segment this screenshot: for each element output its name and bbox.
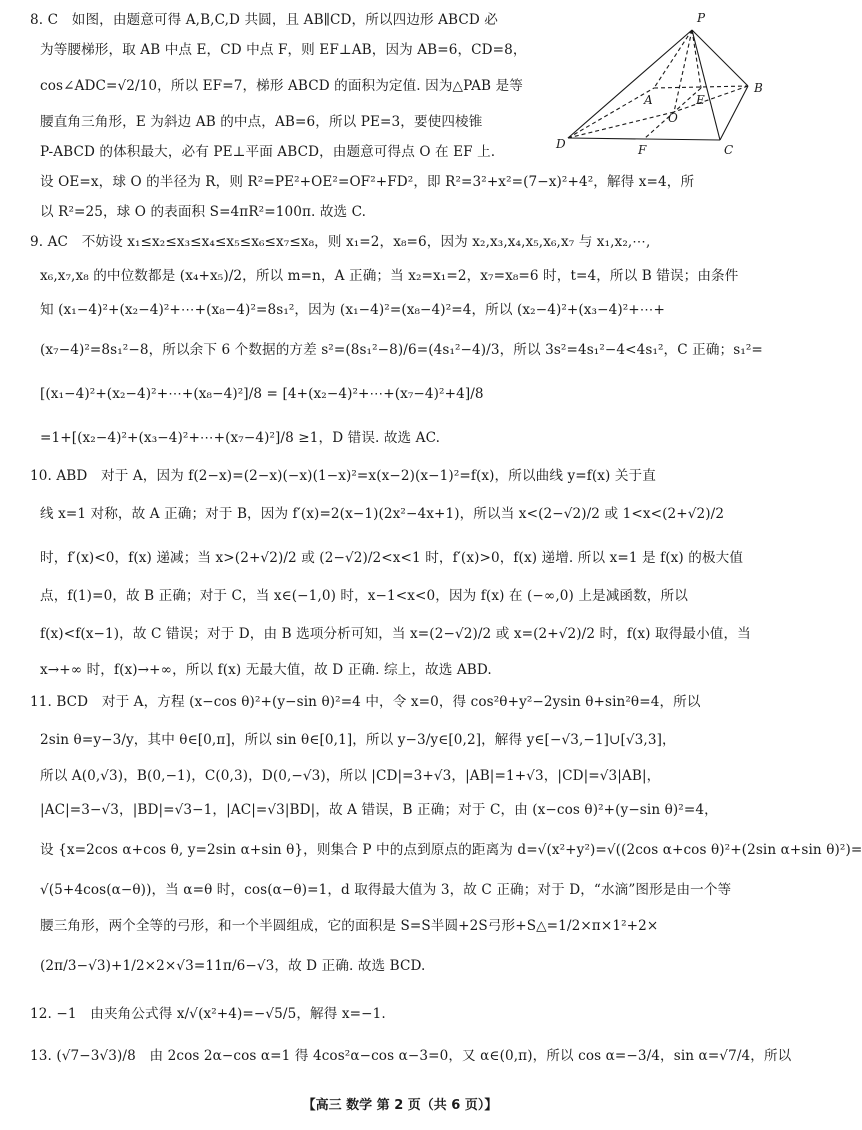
label-d: D bbox=[556, 137, 566, 151]
text-line: 为等腰梯形，取 AB 中点 E，CD 中点 F，则 EF⊥AB，因为 AB=6，CD=8， bbox=[40, 42, 527, 58]
label-c: C bbox=[724, 143, 734, 157]
text-line: |AC|=3−√3，|BD|=√3−1，|AC|=√3|BD|，故 A 错误，B 正确；对于 C，由 (x−cos θ)²+(y−sin θ)²=4， bbox=[40, 802, 718, 818]
label-f: F bbox=[638, 143, 647, 157]
text-line: f(x)<f(x−1)，故 C 错误；对于 D，由 B 选项分析可知，当 x=(2−√2)/2 或 x=(2+√2)/2 时，f(x) 取得最小值，当 bbox=[40, 626, 751, 642]
text-line: x₆,x₇,x₈ 的中位数都是 (x₄+x₅)/2，所以 m=n，A 正确；当 x₂=x₁=2，x₇=x₈=6 时，t=4，所以 B 错误；由条件 bbox=[40, 268, 739, 284]
text-line: 知 (x₁−4)²+(x₂−4)²+⋯+(x₈−4)²=8s₁²，因为 (x₁−4)²=(x₈−4)²=4，所以 (x₂−4)²+(x₃−4)²+⋯+ bbox=[40, 302, 665, 318]
text-line: [(x₁−4)²+(x₂−4)²+⋯+(x₈−4)²]/8 = [4+(x₂−4)²+⋯+(x₇−4)²+4]/8 bbox=[40, 386, 484, 402]
text-line: 设 OE=x，球 O 的半径为 R，则 R²=PE²+OE²=OF²+FD²，即 R²=3²+x²=(7−x)²+4²，解得 x=4，所 bbox=[40, 174, 695, 190]
text-line: 9. AC 不妨设 x₁≤x₂≤x₃≤x₄≤x₅≤x₆≤x₇≤x₈，则 x₁=2，x₈=6，因为 x₂,x₃,x₄,x₅,x₆,x₇ 与 x₁,x₂,⋯, bbox=[30, 234, 651, 250]
text-line: 8. C 如图，由题意可得 A,B,C,D 共圆，且 AB∥CD，所以四边形 ABCD 必 bbox=[30, 12, 498, 28]
text-line: 所以 A(0,√3)，B(0,−1)，C(0,3)，D(0,−√3)，所以 |CD|=3+√3，|AB|=1+√3，|CD|=√3|AB|， bbox=[40, 768, 661, 784]
pyramid-figure bbox=[556, 8, 776, 158]
label-a: A bbox=[644, 93, 653, 107]
page-footer: 【高三 数学 第 2 页（共 6 页）】 bbox=[302, 1098, 498, 1113]
text-line: =1+[(x₂−4)²+(x₃−4)²+⋯+(x₇−4)²]/8 ≥1，D 错误. 故选 AC. bbox=[40, 430, 441, 446]
text-line: 以 R²=25，球 O 的表面积 S=4πR²=100π. 故选 C. bbox=[40, 204, 367, 220]
text-line: P-ABCD 的体积最大，必有 PE⊥平面 ABCD，由题意可得点 O 在 EF 上. bbox=[40, 144, 496, 160]
text-line: 腰三角形，两个全等的弓形，和一个半圆组成，它的面积是 S=S半圆+2S弓形+S△=1/2×π×1²+2× bbox=[40, 918, 659, 934]
text-line: 13. (√7−3√3)/8 由 2cos 2α−cos α=1 得 4cos²α−cos α−3=0，又 α∈(0,π)，所以 cos α=−3/4，sin α=√7/4，所以 bbox=[30, 1048, 792, 1064]
label-o: O bbox=[668, 111, 678, 125]
text-line: 时，f′(x)<0，f(x) 递减；当 x>(2+√2)/2 或 (2−√2)/2<x<1 时，f′(x)>0，f(x) 递增. 所以 x=1 是 f(x) 的极大值 bbox=[40, 550, 744, 566]
text-line: x→+∞ 时，f(x)→+∞，所以 f(x) 无最大值，故 D 正确. 综上，故选 ABD. bbox=[40, 662, 492, 678]
text-line: (x₇−4)²=8s₁²−8，所以余下 6 个数据的方差 s²=(8s₁²−8)/6=(4s₁²−4)/3，所以 3s²=4s₁²−4<4s₁²，C 正确；s₁²= bbox=[40, 342, 763, 358]
text-line: 10. ABD 对于 A，因为 f(2−x)=(2−x)(−x)(1−x)²=x(x−2)(x−1)²=f(x)，所以曲线 y=f(x) 关于直 bbox=[30, 468, 656, 484]
label-e: E bbox=[696, 93, 705, 107]
text-line: 12. −1 由夹角公式得 x/√(x²+4)=−√5/5，解得 x=−1. bbox=[30, 1006, 386, 1022]
text-line: 线 x=1 对称，故 A 正确；对于 B，因为 f′(x)=2(x−1)(2x²−4x+1)，所以当 x<(2−√2)/2 或 1<x<(2+√2)/2 bbox=[40, 506, 725, 522]
text-line: 设 {x=2cos α+cos θ, y=2sin α+sin θ}，则集合 P 中的点到原点的距离为 d=√(x²+y²)=√((2cos α+cos θ)²+(2sin α+sin θ)²)= bbox=[40, 842, 862, 858]
text-line: 11. BCD 对于 A，方程 (x−cos θ)²+(y−sin θ)²=4 中，令 x=0，得 cos²θ+y²−2ysin θ+sin²θ=4，所以 bbox=[30, 694, 701, 710]
text-line: (2π/3−√3)+1/2×2×√3=11π/6−√3，故 D 正确. 故选 BCD. bbox=[40, 958, 426, 974]
text-line: 点，f(1)=0，故 B 正确；对于 C，当 x∈(−1,0) 时，x−1<x<0，因为 f(x) 在 (−∞,0) 上是减函数，所以 bbox=[40, 588, 688, 604]
label-p: P bbox=[697, 11, 706, 25]
text-line: cos∠ADC=√2/10，所以 EF=7，梯形 ABCD 的面积为定值. 因为△PAB 是等 bbox=[40, 78, 523, 94]
label-b: B bbox=[754, 81, 763, 95]
text-line: 2sin θ=y−3/y，其中 θ∈[0,π]，所以 sin θ∈[0,1]，所以 y−3/y∈[0,2]，解得 y∈[−√3,−1]∪[√3,3]， bbox=[40, 732, 676, 748]
text-line: √(5+4cos(α−θ))，当 α=θ 时，cos(α−θ)=1，d 取得最大值为 3，故 C 正确；对于 D，“水滴”图形是由一个等 bbox=[40, 882, 732, 898]
text-line: 腰直角三角形，E 为斜边 AB 的中点，AB=6，所以 PE=3，要使四棱锥 bbox=[40, 114, 483, 130]
